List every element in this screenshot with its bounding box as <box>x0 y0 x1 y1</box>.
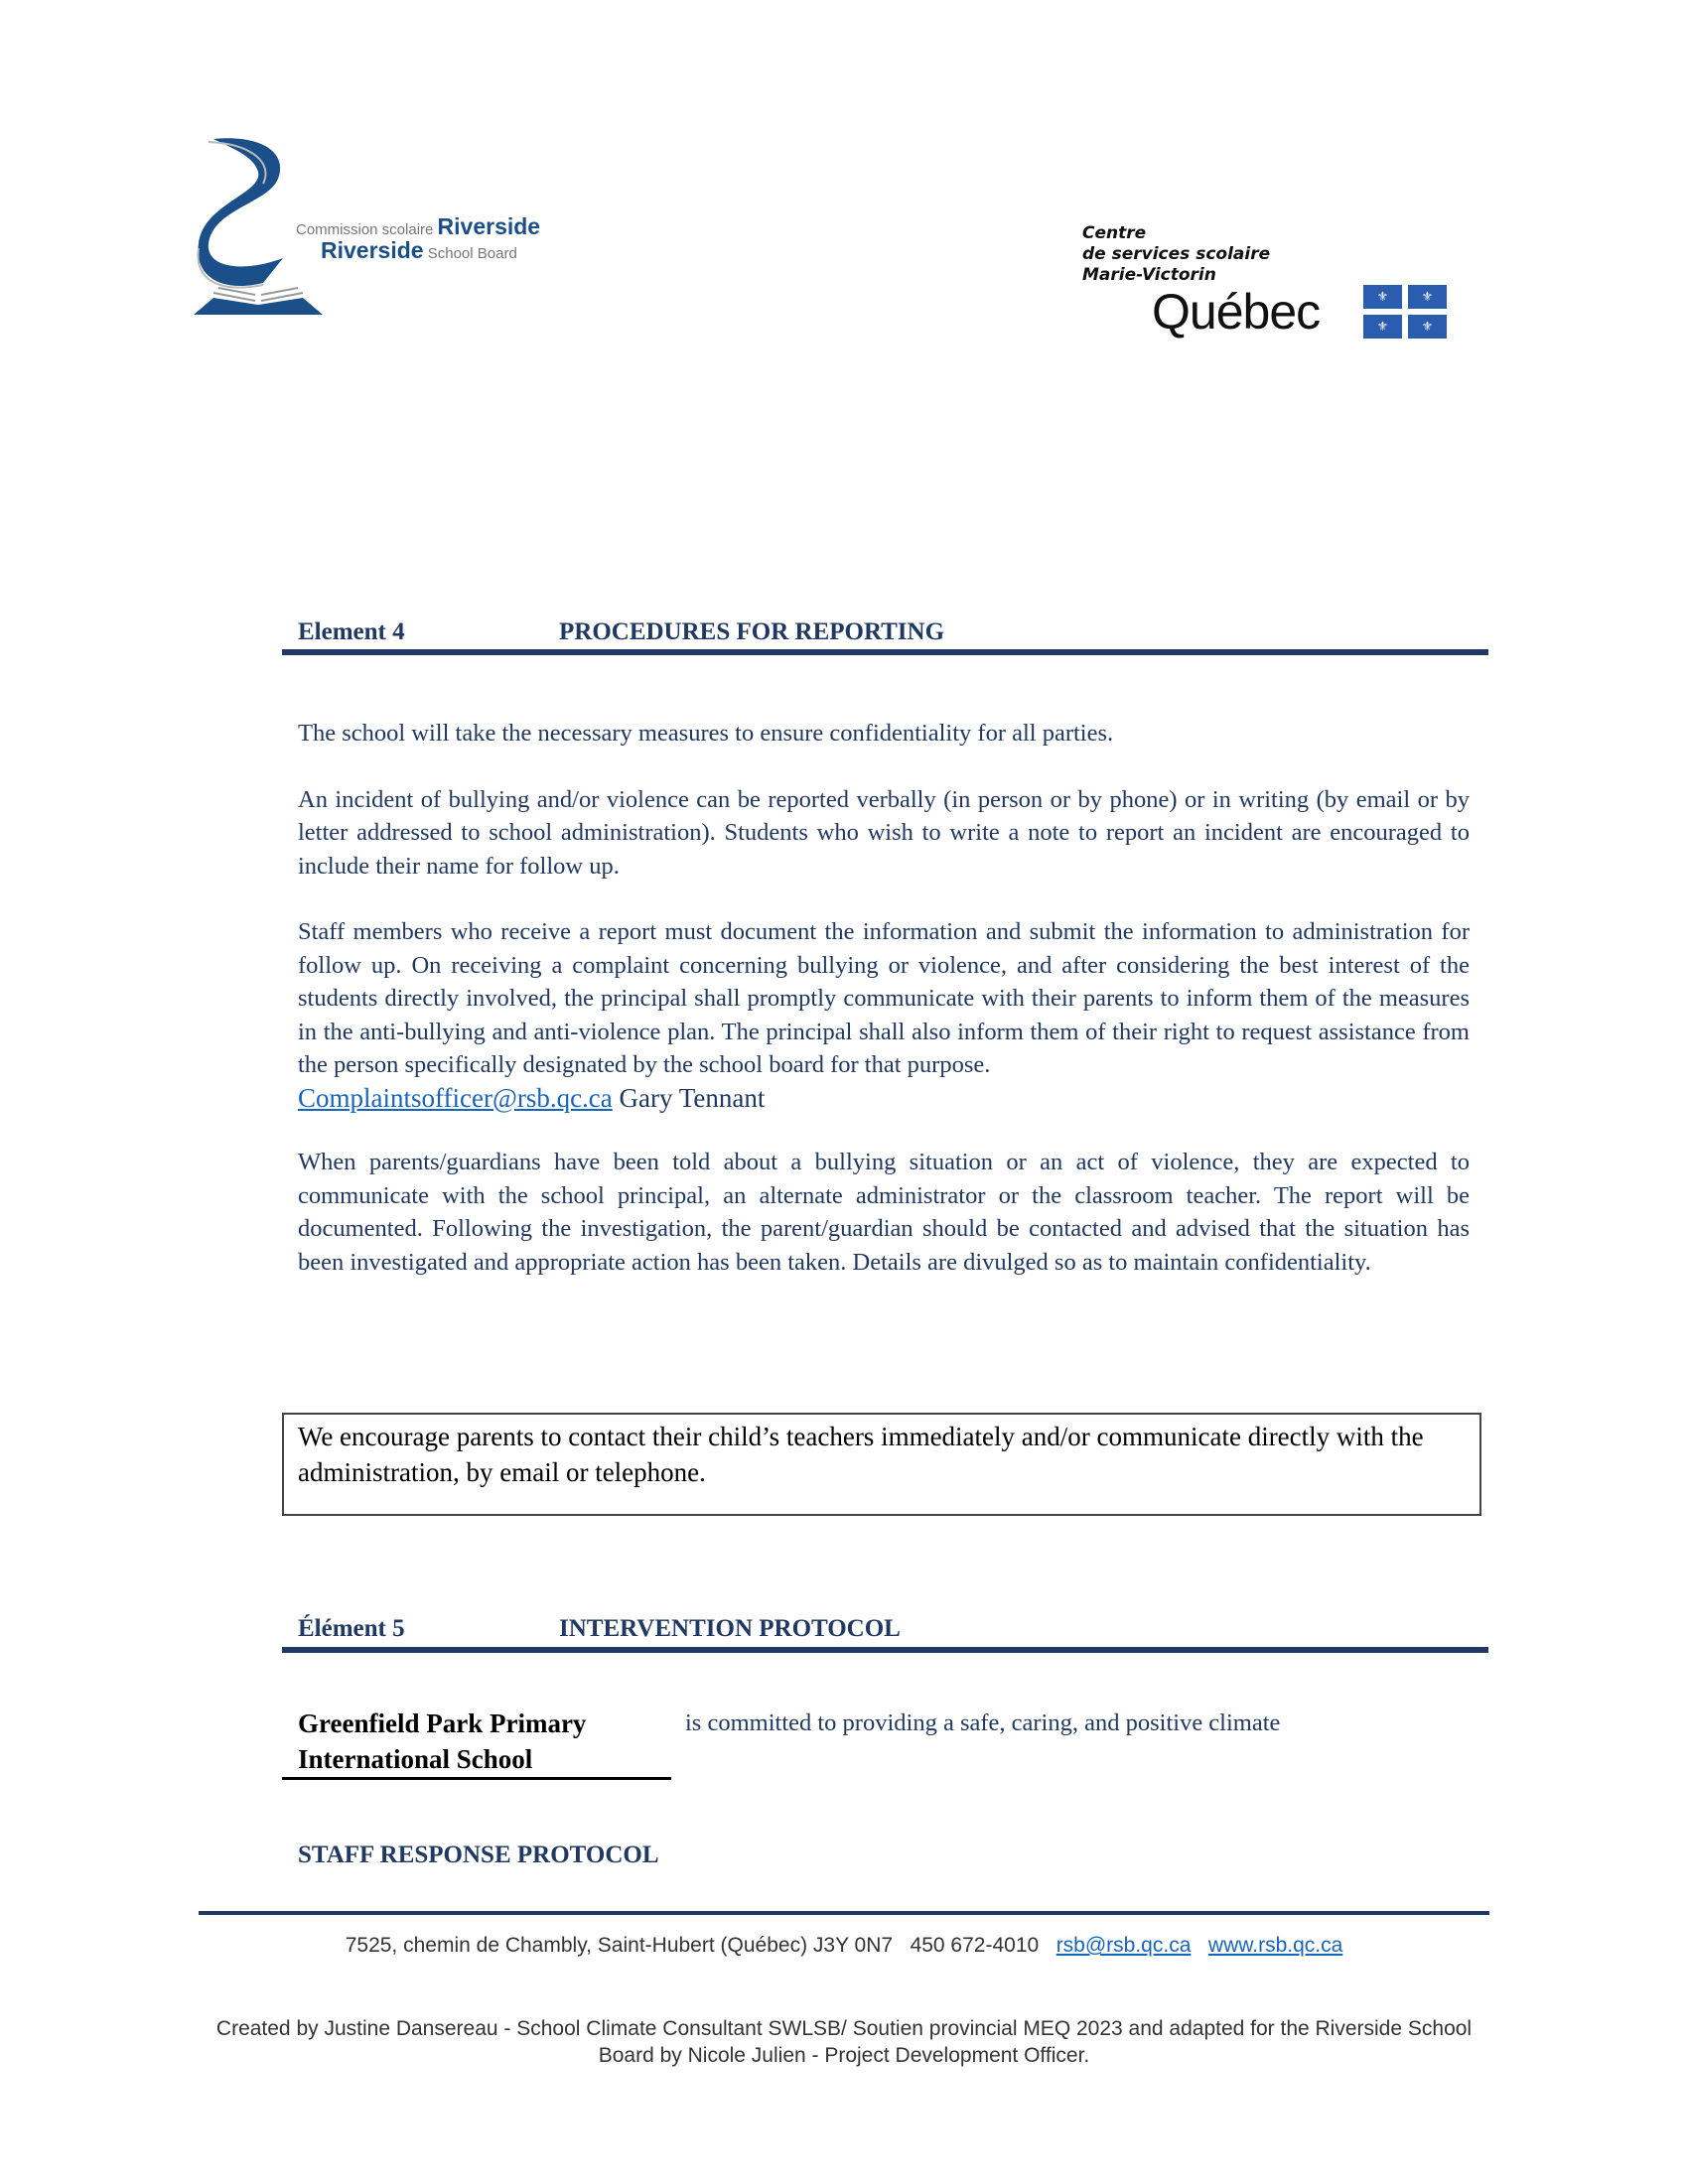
fleur-de-lis-icon: ⚜ <box>1363 315 1402 339</box>
element5-title: INTERVENTION PROTOCOL <box>559 1615 901 1642</box>
section-divider <box>282 649 1488 655</box>
element5-number: Élément 5 <box>298 1615 405 1642</box>
section-divider <box>282 1647 1488 1653</box>
element4-number: Element 4 <box>298 618 405 645</box>
staff-response-protocol-heading: STAFF RESPONSE PROTOCOL <box>298 1842 659 1868</box>
riverside-logo-line2: Riverside School Board <box>321 237 517 263</box>
fleur-de-lis-icon: ⚜ <box>1408 285 1447 309</box>
element4-title: PROCEDURES FOR REPORTING <box>559 618 945 645</box>
element4-body <box>298 717 1470 1279</box>
footer-address <box>0 1934 1688 1958</box>
css-name: Centre de services scolaire Marie-Victorin <box>1082 223 1271 285</box>
quebec-flag-icon <box>1363 285 1447 339</box>
quebec-css-logo <box>1082 223 1460 352</box>
complaint-officer-name: Gary Tennant <box>612 1082 766 1113</box>
footer-website-link[interactable]: www.rsb.qc.ca <box>1207 1934 1343 1957</box>
paragraph-reporting-methods: An incident of bullying and/or violence can be reported verbally (in person or by phone) or in writing (by email or by letter addressed to school administration). Students who wish to write a note to report an incident are encouraged to include their name for follow up. <box>298 785 1470 880</box>
complaint-officer-email-link[interactable]: Complaintsofficer@rsb.qc.ca <box>298 1082 613 1113</box>
paragraph-parent-communication: When parents/guardians have been told about a bullying situation or an act of violence, they are expected to communicate with the school principal, an alternate administrator or the classroom teacher. The report will be documented. Following the investigation, the parent/guardian should be contacted and advised that the situation has been investigated and appropriate action has been taken. Details are divulged so as to maintain confidentiality. <box>298 1149 1470 1276</box>
riverside-school-board-logo <box>194 134 591 323</box>
fleur-de-lis-icon: ⚜ <box>1408 315 1447 339</box>
school-name: Greenfield Park Primary International School <box>298 1708 587 1774</box>
school-commitment: is committed to providing a safe, caring, and positive climate <box>685 1709 1281 1736</box>
paragraph-confidentiality: The school will take the necessary measures to ensure confidentiality for all parties. <box>298 720 1114 747</box>
footer-divider <box>199 1911 1489 1915</box>
school-name-underline <box>282 1777 671 1780</box>
paragraph-staff-procedure: Staff members who receive a report must document the information and submit the information to administration for follow up. On receiving a complaint concerning bullying or violence, and after considering the best interest of the students directly involved, the principal shall promptly communicate with their parents to inform them of the measures in the anti-bullying and anti-violence plan. The principal shall also inform them of their right to request assistance from the person specifically designated by the school board for that purpose. <box>298 918 1470 1078</box>
fleur-de-lis-icon: ⚜ <box>1363 285 1402 309</box>
quebec-wordmark: Québec <box>1152 284 1321 340</box>
footer-email-link[interactable]: rsb@rsb.qc.ca <box>1055 1934 1192 1957</box>
riverside-logo-line1: Commission scolaire Riverside <box>296 213 541 239</box>
footer-credits: Created by Justine Dansereau - School Climate Consultant SWLSB/ Soutien provincial MEQ 2023 and adapted for the Riverside School Board by Nicole Julien - Project Development Officer. <box>215 2017 1473 2067</box>
address-text: 7525, chemin de Chambly, Saint-Hubert (Québec) J3Y 0N7 450 672-4010 <box>345 1934 1056 1957</box>
parent-notice-box: We encourage parents to contact their child’s teachers immediately and/or communicate directly with the administration, by email or telephone. <box>282 1413 1481 1516</box>
complaint-officer-line <box>298 1082 1470 1116</box>
